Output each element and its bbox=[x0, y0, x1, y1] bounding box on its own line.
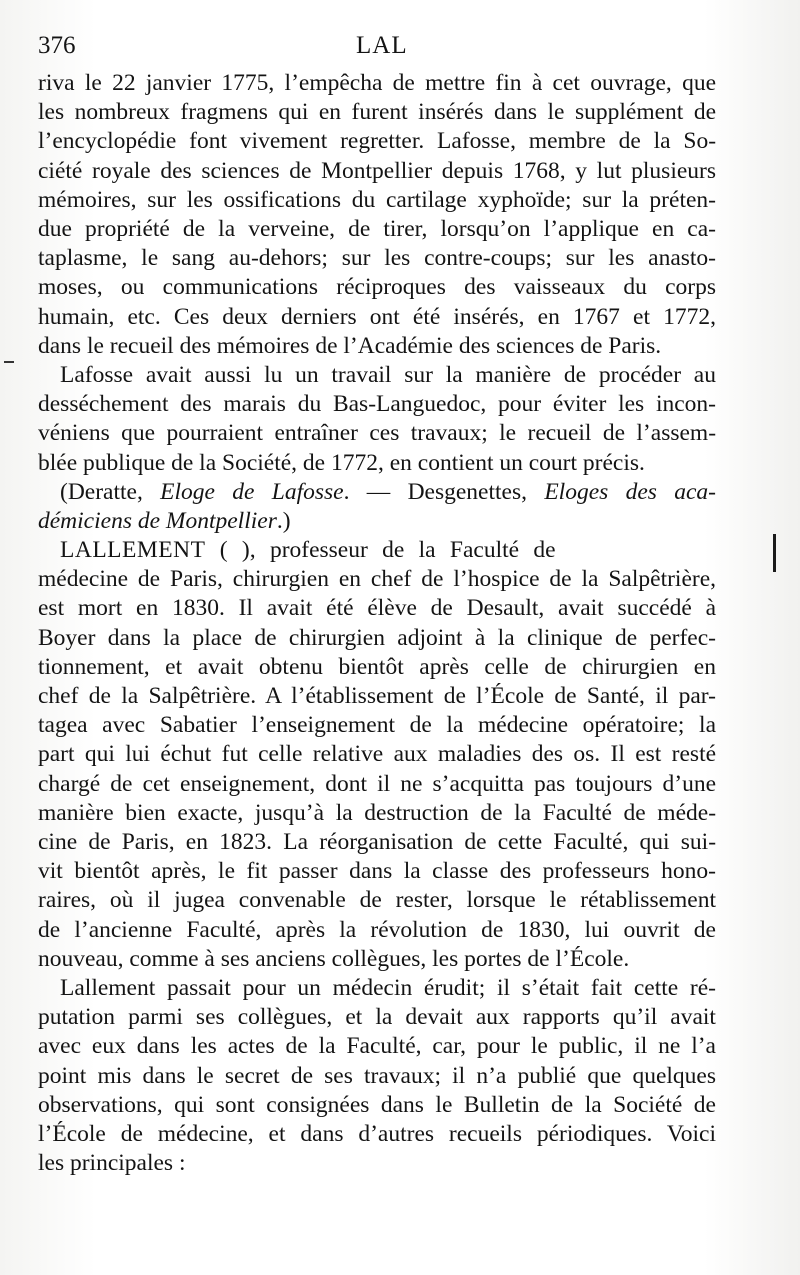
running-head: LAL bbox=[356, 32, 408, 59]
text-span: Eloge de Lafosse bbox=[160, 478, 344, 505]
text-line: observations, qui sont consignées dans le Bulletin de la Société de bbox=[38, 1091, 716, 1118]
text-line: tagea avec Sabatier l’enseignement de la médecine opératoire; la bbox=[38, 712, 716, 739]
text-line: les nombreux fragmens qui en furent insérés dans le supplément de bbox=[38, 99, 717, 126]
text-span: ( ), professeur de la Faculté de bbox=[205, 537, 556, 563]
text-line: vit bientôt après, le fit passer dans la classe des professeurs hono- bbox=[38, 858, 716, 885]
text-line: de l’ancienne Faculté, après la révolution de 1830, lui ouvrit de bbox=[38, 916, 716, 943]
text-line: Lafosse avait aussi lu un travail sur la manière de procéder au bbox=[60, 362, 716, 388]
text-line: humain, etc. Ces deux derniers ont été insérés, en 1767 et 1772, bbox=[38, 303, 716, 330]
text-line: chargé de cet enseignement, dont il ne s’acquitta pas toujours d’une bbox=[38, 770, 717, 797]
text-line: point mis dans le secret de ses travaux; il n’a publié que quelques bbox=[38, 1062, 716, 1089]
text-line: manière bien exacte, jusqu’à la destruction de la Faculté de méde- bbox=[38, 799, 717, 826]
margin-mark bbox=[4, 361, 14, 363]
text-span: démiciens de Montpellier bbox=[38, 508, 277, 534]
text-line: ciété royale des sciences de Montpellier depuis 1768, y lut plusieurs bbox=[38, 157, 717, 184]
text-line: l’encyclopédie font vivement regretter. Lafosse, membre de la So- bbox=[38, 128, 717, 155]
text-span: (Deratte, bbox=[60, 478, 161, 505]
text-line: Boyer dans la place de chirurgien adjoint à la clinique de perfec- bbox=[38, 624, 716, 651]
text-line: nouveau, comme à ses anciens collègues, les portes de l’École. bbox=[38, 945, 630, 972]
text-line: taplasme, le sang au-dehors; sur les contre-coups; sur les anasto- bbox=[38, 245, 717, 272]
text-line: desséchement des marais du Bas-Languedoc, pour éviter les incon- bbox=[38, 391, 716, 418]
text-line: avec eux dans les actes de la Faculté, car, pour le public, il ne l’a bbox=[38, 1033, 716, 1060]
text-line: est mort en 1830. Il avait été élève de Desault, avait succédé à bbox=[38, 595, 717, 622]
text-line: part qui lui échut fut celle relative aux maladies des os. Il est resté bbox=[38, 741, 717, 768]
text-line bbox=[38, 508, 291, 535]
text-line: Lallement passait pour un médecin érudit; il s’était fait cette ré- bbox=[60, 975, 717, 1001]
text-span: LALLEMENT bbox=[60, 537, 206, 563]
text-line: tionnement, et avait obtenu bientôt après celle de chirurgien en bbox=[38, 653, 716, 680]
text-span: .) bbox=[276, 508, 291, 534]
text-line: dans le recueil des mémoires de l’Académie des sciences de Paris. bbox=[38, 332, 662, 359]
page-number: 376 bbox=[38, 32, 76, 59]
text-line: chef de la Salpêtrière. A l’établissement de l’École de Santé, il par- bbox=[38, 683, 716, 709]
text-line: cine de Paris, en 1823. La réorganisation de cette Faculté, qui sui- bbox=[38, 829, 717, 855]
text-line: les principales : bbox=[38, 1150, 186, 1177]
text-line: due propriété de la verveine, de tirer, lorsqu’on l’applique en ca- bbox=[38, 216, 716, 242]
margin-mark bbox=[773, 534, 776, 572]
text-line: mémoires, sur les ossifications du cartilage xyphoïde; sur la préten- bbox=[38, 186, 716, 213]
text-line bbox=[60, 537, 556, 564]
text-line: blée publique de la Société, de 1772, en contient un court précis. bbox=[38, 449, 645, 476]
text-line: véniens que pourraient entraîner ces travaux; le recueil de l’assem- bbox=[38, 420, 717, 447]
text-line: l’École de médecine, et dans d’autres recueils périodiques. Voici bbox=[38, 1121, 716, 1147]
text-span: Eloges des aca- bbox=[544, 478, 716, 505]
text-span: . — Desgenettes, bbox=[343, 478, 545, 505]
page-header bbox=[38, 32, 738, 66]
text-line: moses, ou communications réciproques des vaisseaux du corps bbox=[38, 274, 717, 301]
text-line bbox=[60, 479, 716, 506]
text-line: médecine de Paris, chirurgien en chef de l’hospice de la Salpêtrière, bbox=[38, 566, 717, 593]
text-line: putation parmi ses collègues, et la devait aux rapports qu’il avait bbox=[38, 1004, 716, 1031]
text-line: riva le 22 janvier 1775, l’empêcha de mettre fin à cet ouvrage, que bbox=[38, 70, 717, 96]
text-line: raires, où il jugea convenable de rester, lorsque le rétablissement bbox=[38, 887, 717, 914]
